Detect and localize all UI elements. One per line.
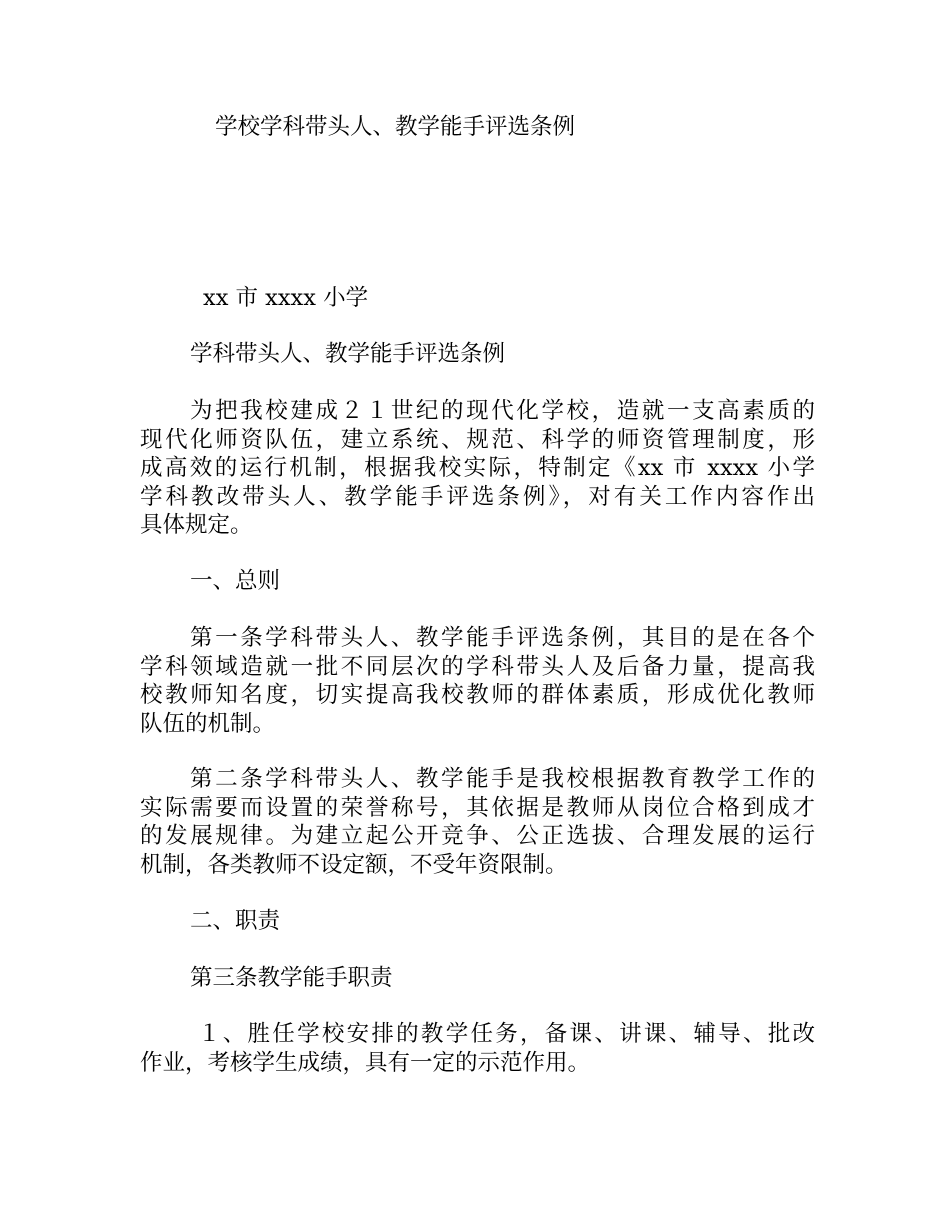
paragraph-line: 现代化师资队伍，建立系统、规范、科学的师资管理制度，形 <box>140 426 815 453</box>
paragraph-line: 校教师知名度，切实提高我校教师的群体素质，形成优化教师 <box>140 682 815 708</box>
section-heading: 一、总则 <box>190 568 281 594</box>
list-item <box>140 1020 815 1077</box>
paragraph-line: 学科教改带头人、教学能手评选条例》，对有关工作内容作出 <box>140 483 815 510</box>
paragraph-line: 实际需要而设置的荣誉称号，其依据是教师从岗位合格到成才 <box>140 794 815 821</box>
article-paragraph <box>140 765 815 879</box>
document-title: 学校学科带头人、教学能手评选条例 <box>215 114 576 140</box>
intro-paragraph <box>140 397 815 540</box>
paragraph-line: 具体规定。 <box>140 512 253 538</box>
paragraph-line: １、胜任学校安排的教学任务，备课、讲课、辅导、批改 <box>198 1021 815 1047</box>
paragraph-line: 第二条学科带头人、教学能手是我校根据教育教学工作的 <box>190 766 815 792</box>
paragraph-line: 学科领域造就一批不同层次的学科带头人及后备力量，提高我 <box>140 653 815 680</box>
paragraph-line: 队伍的机制。 <box>140 710 276 737</box>
paragraph-line: 的发展规律。为建立起公开竞争、公正选拔、合理发展的运行 <box>140 823 815 849</box>
paragraph-line: 为把我校建成２１世纪的现代化学校，造就一支高素质的 <box>190 398 815 424</box>
paragraph-line: 第一条学科带头人、教学能手评选条例，其目的是在各个 <box>190 625 815 651</box>
paragraph-line: 机制，各类教师不设定额，不受年资限制。 <box>140 851 568 878</box>
article-paragraph <box>140 624 815 738</box>
paragraph-line: 作业，考核学生成绩，具有一定的示范作用。 <box>140 1049 591 1076</box>
article-heading: 第三条教学能手职责 <box>190 965 393 991</box>
school-name: xx 市 xxxx 小学 <box>203 285 369 311</box>
paragraph-line: 成高效的运行机制，根据我校实际，特制定《xx 市 xxxx 小学 <box>140 455 815 481</box>
subtitle: 学科带头人、教学能手评选条例 <box>190 341 506 367</box>
section-heading: 二、职责 <box>190 908 281 934</box>
